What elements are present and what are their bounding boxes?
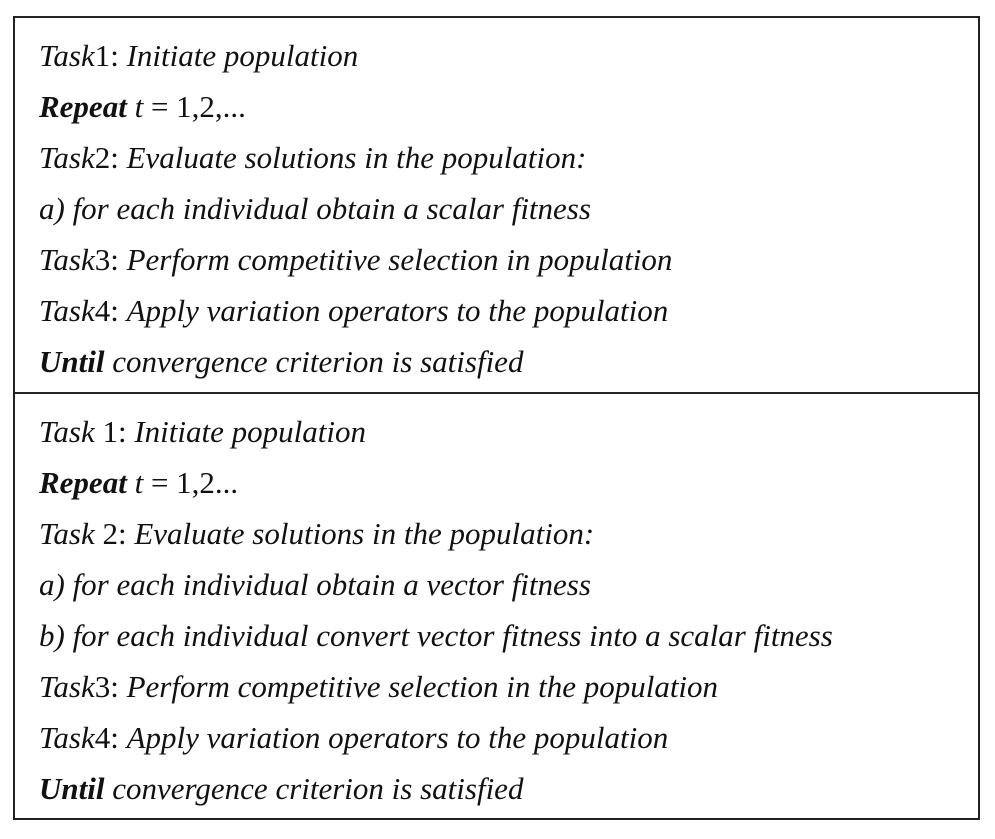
task4-line: Task4: Apply variation operators to the population xyxy=(39,293,669,328)
until-line: Until convergence criterion is satisfied xyxy=(39,771,524,806)
step-a-line: a) for each individual obtain a scalar fitness xyxy=(39,191,591,226)
task2-line: Task 2: Evaluate solutions in the population: xyxy=(39,516,595,551)
task3-line: Task3: Perform competitive selection in population xyxy=(39,242,673,277)
step-a-line: a) for each individual obtain a vector fitness xyxy=(39,567,591,602)
algorithm-table xyxy=(13,16,980,820)
task2-line: Task2: Evaluate solutions in the population: xyxy=(39,140,587,175)
until-line: Until convergence criterion is satisfied xyxy=(39,344,524,379)
task3-line: Task3: Perform competitive selection in the population xyxy=(39,669,719,704)
repeat-line: Repeat t = 1,2,... xyxy=(39,89,246,124)
task4-line: Task4: Apply variation operators to the population xyxy=(39,720,669,755)
task1-line: Task 1: Initiate population xyxy=(39,414,366,449)
multi-objective-algorithm-cell xyxy=(15,394,978,818)
single-objective-algorithm-cell xyxy=(15,18,978,394)
repeat-line: Repeat t = 1,2... xyxy=(39,465,239,500)
step-b-line: b) for each individual convert vector fitness into a scalar fitness xyxy=(39,618,833,653)
task1-line: Task1: Initiate population xyxy=(39,38,359,73)
